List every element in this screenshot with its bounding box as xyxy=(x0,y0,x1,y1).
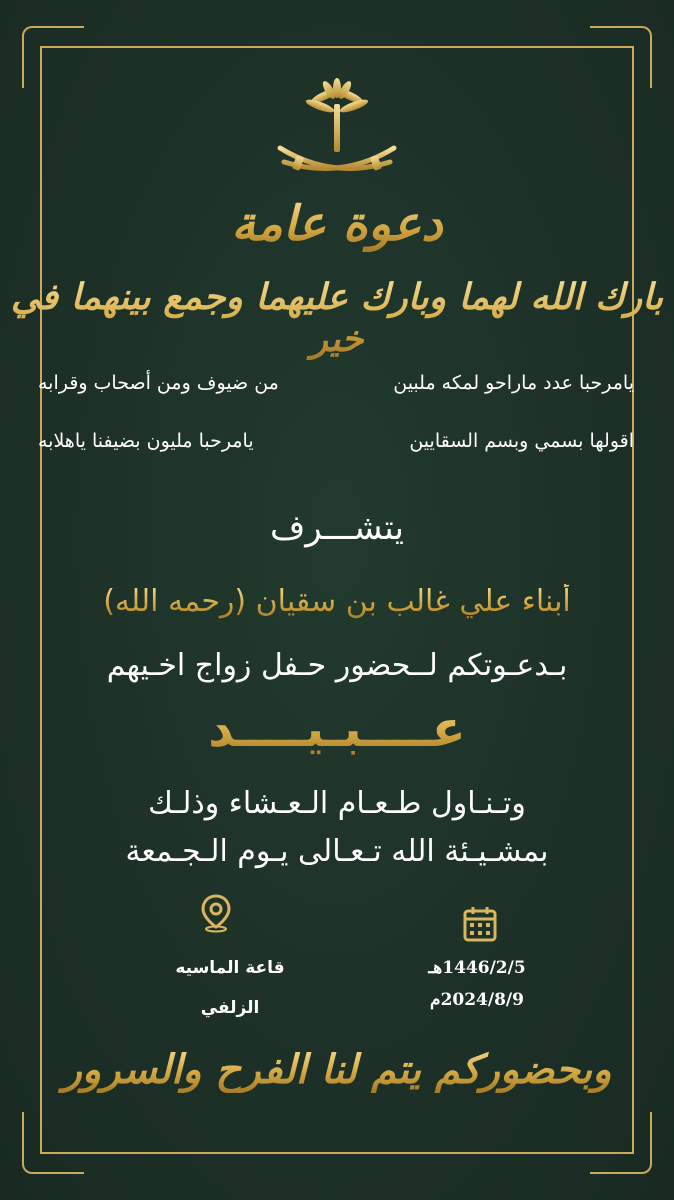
verse-left-2: يامرحبا مليون بضيفنا ياهلابه xyxy=(38,430,254,452)
honor-text: يتشـــرف xyxy=(270,508,404,548)
corner-ornament-bottom-right xyxy=(590,1112,652,1174)
hosts-name: أبناء علي غالب بن سقيان (رحمه الله) xyxy=(0,584,674,619)
invitation-text: بـدعـوتكم لــحضور حـفل زواج اخـيهم xyxy=(106,648,568,683)
corner-ornament-bottom-left xyxy=(22,1112,84,1174)
calendar-icon xyxy=(460,904,500,944)
groom-name: عــــبـيــــد xyxy=(0,700,674,758)
date-hijri: 1446/2/5هـ xyxy=(428,958,526,978)
corner-ornament-top-left xyxy=(22,26,84,88)
corner-ornament-top-right xyxy=(590,26,652,88)
dinner-text: وتـنـاول طـعـام الـعـشاء وذلـك xyxy=(148,786,526,821)
verse-right-2: اقولها بسمي وبسم السقايين xyxy=(409,430,634,452)
date-gregorian: 2024/8/9م xyxy=(430,990,524,1010)
blessing-calligraphy: بارك الله لهما وبارك عليهما وجمع بينهما في خير xyxy=(0,276,674,360)
closing-calligraphy: وبحضوركم يتم لنا الفرح والسرور xyxy=(0,1046,674,1093)
palm-swords-emblem-icon xyxy=(272,78,402,190)
location-pin-icon xyxy=(196,893,236,933)
venue-name: قاعة الماسيه xyxy=(175,958,285,978)
verse-right-1: يامرحبا عدد ماراحو لمكه ملبين xyxy=(393,372,634,394)
venue-city: الزلفي xyxy=(200,998,260,1018)
event-day: بمشـيـئة الله تـعـالى يـوم الـجـمعة xyxy=(125,834,549,869)
verse-left-1: من ضيوف ومن أصحاب وقرابه xyxy=(38,372,279,394)
card-title: دعوة عامة xyxy=(0,196,674,252)
